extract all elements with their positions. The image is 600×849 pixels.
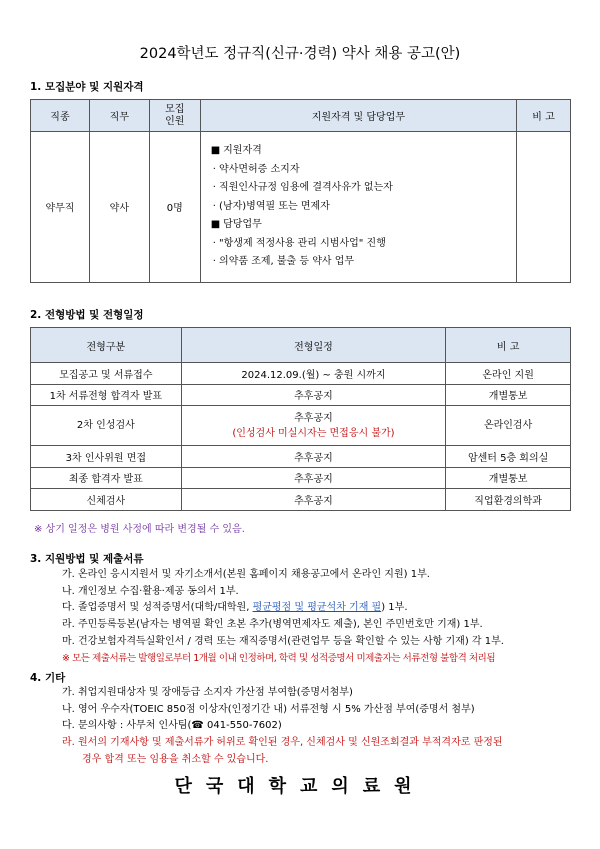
section3-heading: 3. 지원방법 및 제출서류 <box>30 553 144 565</box>
item-c-text: 다. 졸업증명서 및 성적증명서(대학/대학원, <box>62 602 253 614</box>
col-remark: 비 고 <box>446 328 571 363</box>
schedule: 2024.12.09.(월) ~ 충원 시까지 <box>181 363 446 385</box>
list-item: 나. 영어 우수자(TOEIC 850점 이상자(인정기간 내) 서류전형 시 5% 가산점 부여(증명서 첨부) <box>62 703 475 715</box>
job: 약사 <box>89 132 149 283</box>
square-bullet-icon: ■ <box>210 219 221 230</box>
stage: 2차 인성검사 <box>31 406 182 446</box>
stage: 3차 인사위원 면접 <box>31 446 182 468</box>
hospital-name: 단국대학교의료원 <box>174 776 426 797</box>
square-bullet-icon: ■ <box>210 145 221 156</box>
duty-heading: 담당업무 <box>223 219 262 230</box>
stage: 모집공고 및 서류접수 <box>31 363 182 385</box>
schedule: 추후공지 <box>294 412 333 424</box>
remark <box>517 132 571 283</box>
remark: 개별통보 <box>446 467 571 489</box>
list-item <box>62 600 504 617</box>
schedule: 추후공지 <box>181 467 446 489</box>
table-row <box>31 132 571 283</box>
list-item: 마. 건강보험자격득실확인서 / 경력 또는 재직증명서(관련업무 등을 확인할 수 있는 사항 기재) 각 1부. <box>62 635 504 647</box>
gpa-requirement-link: 평균평점 및 평균석차 기재 필 <box>252 602 382 614</box>
col-stage: 전형구분 <box>31 328 182 363</box>
qual-item: · 직원인사규정 임용에 결격사유가 없는자 <box>212 182 393 193</box>
remark: 온라인검사 <box>446 406 571 446</box>
schedule-table <box>30 327 571 511</box>
col-count-label: 모집 인원 <box>165 103 185 127</box>
table-row <box>31 489 571 511</box>
qual-item: · 약사면허증 소지자 <box>212 163 300 175</box>
false-info-warning: 라. 원서의 기재사항 및 제출서류가 허위로 확인된 경우, 신체검사 및 신원조회결과 부적격자로 판정된 <box>62 737 503 749</box>
table-row <box>31 467 571 489</box>
list-item: 가. 온라인 응시지원서 및 자기소개서(본원 홈페이지 채용공고에서 온라인 지원) 1부. <box>62 569 430 580</box>
duty-item: · 의약품 조제, 불출 등 약사 업무 <box>212 256 355 267</box>
schedule: 추후공지 <box>181 384 446 406</box>
duty-item: · "항생제 적정사용 관리 시범사업" 진행 <box>212 237 386 249</box>
false-info-warning-cont: 경우 합격 또는 임용을 취소할 수 있습니다. <box>82 753 269 765</box>
qual-heading: 지원자격 <box>223 145 262 156</box>
submission-warning: ※ 모든 제출서류는 발행일로부터 1개월 이내 인정하며, 학력 및 성적증명서 미제출자는 서류전형 불합격 처리됨 <box>62 652 496 664</box>
col-job: 직무 <box>89 100 149 132</box>
list-item: 나. 개인정보 수집·활용·제공 동의서 1부. <box>62 585 239 597</box>
recruit-table <box>30 99 571 283</box>
qualification-cell <box>200 132 516 283</box>
stage: 최종 합격자 발표 <box>31 467 182 489</box>
item-c-tail: ) 1부. <box>381 602 408 614</box>
remark: 개별통보 <box>446 384 571 406</box>
count: 0명 <box>149 132 200 283</box>
qual-item: · (남자)병역필 또는 면제자 <box>212 200 330 212</box>
section4-list <box>62 685 503 769</box>
schedule: 추후공지 <box>181 489 446 511</box>
section1-heading: 1. 모집분야 및 지원자격 <box>30 81 144 93</box>
remark: 온라인 지원 <box>446 363 571 385</box>
stage: 신체검사 <box>31 489 182 511</box>
remark: 직업환경의학과 <box>446 489 571 511</box>
col-remark: 비 고 <box>517 100 571 132</box>
col-job-type: 직종 <box>31 100 90 132</box>
remark: 암센터 5층 회의실 <box>446 446 571 468</box>
table-row <box>31 363 571 385</box>
col-schedule: 전형일정 <box>181 328 446 363</box>
list-item: 다. 문의사항 : 사무처 인사팀(☎ 041-550-7602) <box>62 720 282 732</box>
table-row <box>31 446 571 468</box>
section4-heading: 4. 기타 <box>30 672 66 684</box>
section3-list <box>62 567 504 667</box>
col-count <box>149 100 200 132</box>
page-title: 2024학년도 정규직(신규·경력) 약사 채용 공고(안) <box>139 46 461 62</box>
table-row <box>31 384 571 406</box>
job-type: 약무직 <box>31 132 90 283</box>
stage: 1차 서류전형 합격자 발표 <box>31 384 182 406</box>
list-item: 가. 취업지원대상자 및 장애등급 소지자 가산점 부여함(증명서첨부) <box>62 687 353 698</box>
schedule-note: (인성검사 미실시자는 면접응시 불가) <box>232 427 395 439</box>
col-qualification: 지원자격 및 담당업무 <box>200 100 516 132</box>
table-row <box>31 406 571 446</box>
section2-heading: 2. 전형방법 및 전형일정 <box>30 309 144 321</box>
schedule-cell <box>181 406 446 446</box>
schedule: 추후공지 <box>181 446 446 468</box>
schedule-note-text: ※ 상기 일정은 병원 사정에 따라 변경될 수 있음. <box>34 524 245 535</box>
list-item: 라. 주민등록등본(남자는 병역필 확인 초본 추가(병역면제자도 제출), 본인 주민번호만 기재) 1부. <box>62 619 483 631</box>
